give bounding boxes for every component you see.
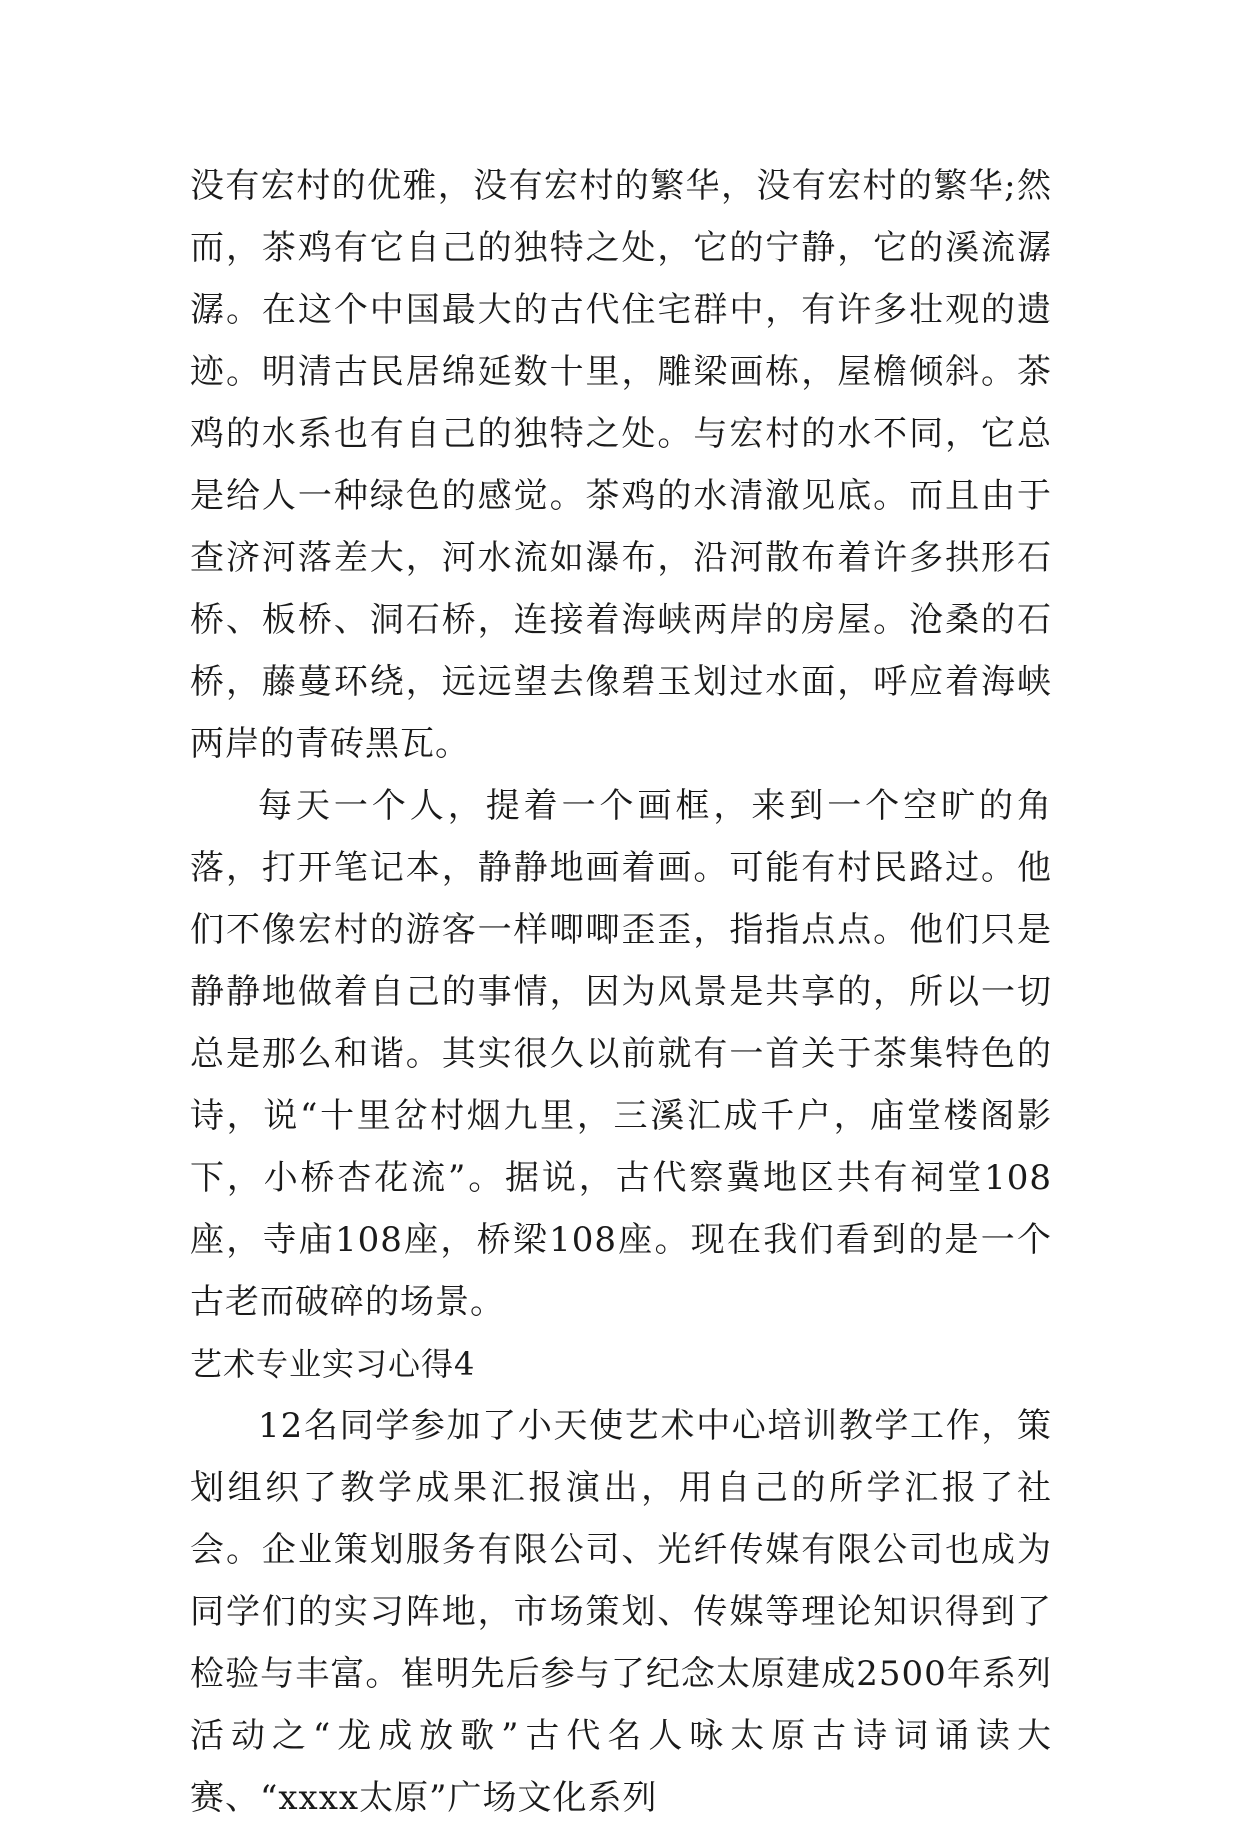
paragraph-chaji-water: 没有宏村的优雅，没有宏村的繁华，没有宏村的繁华;然而，茶鸡有它自己的独特之处，它的宁静，它的溪流潺潺。在这个中国最大的古代住宅群中，有许多壮观的遗迹。明清古民居绵延数十里，雕梁画栋，屋檐倾斜。茶鸡的水系也有自己的独特之处。与宏村的水不同，它总是给人一种绿色的感觉。茶鸡的水清澈见底。而且由于查济河落差大，河水流如瀑布，沿河散布着许多拱形石桥、板桥、洞石桥，连接着海峡两岸的房屋。沧桑的石桥，藤蔓环绕，远远望去像碧玉划过水面，呼应着海峡两岸的青砖黑瓦。 [190,166,1052,764]
document-page [190,155,1052,1829]
paragraph-painting-village: 每天一个人，提着一个画框，来到一个空旷的角落，打开笔记本，静静地画着画。可能有村民路过。他们不像宏村的游客一样唧唧歪歪，指指点点。他们只是静静地做着自己的事情，因为风景是共享的，所以一切总是那么和谐。其实很久以前就有一首关于茶集特色的诗，说“十里岔村烟九里，三溪汇成千户，庙堂楼阁影下，小桥杏花流”。据说，古代察冀地区共有祠堂108座，寺庙108座，桥梁108座。现在我们看到的是一个古老而破碎的场景。 [190,786,1052,1322]
section-heading: 艺术专业实习心得4 [190,1345,476,1383]
paragraph-internship: 12名同学参加了小天使艺术中心培训教学工作，策划组织了教学成果汇报演出，用自己的所学汇报了社会。企业策划服务有限公司、光纤传媒有限公司也成为同学们的实习阵地，市场策划、传媒等理论知识得到了检验与丰富。崔明先后参与了纪念太原建成2500年系列活动之“龙成放歌”古代名人咏太原古诗词诵读大赛、“xxxx太原”广场文化系列 [190,1406,1052,1818]
